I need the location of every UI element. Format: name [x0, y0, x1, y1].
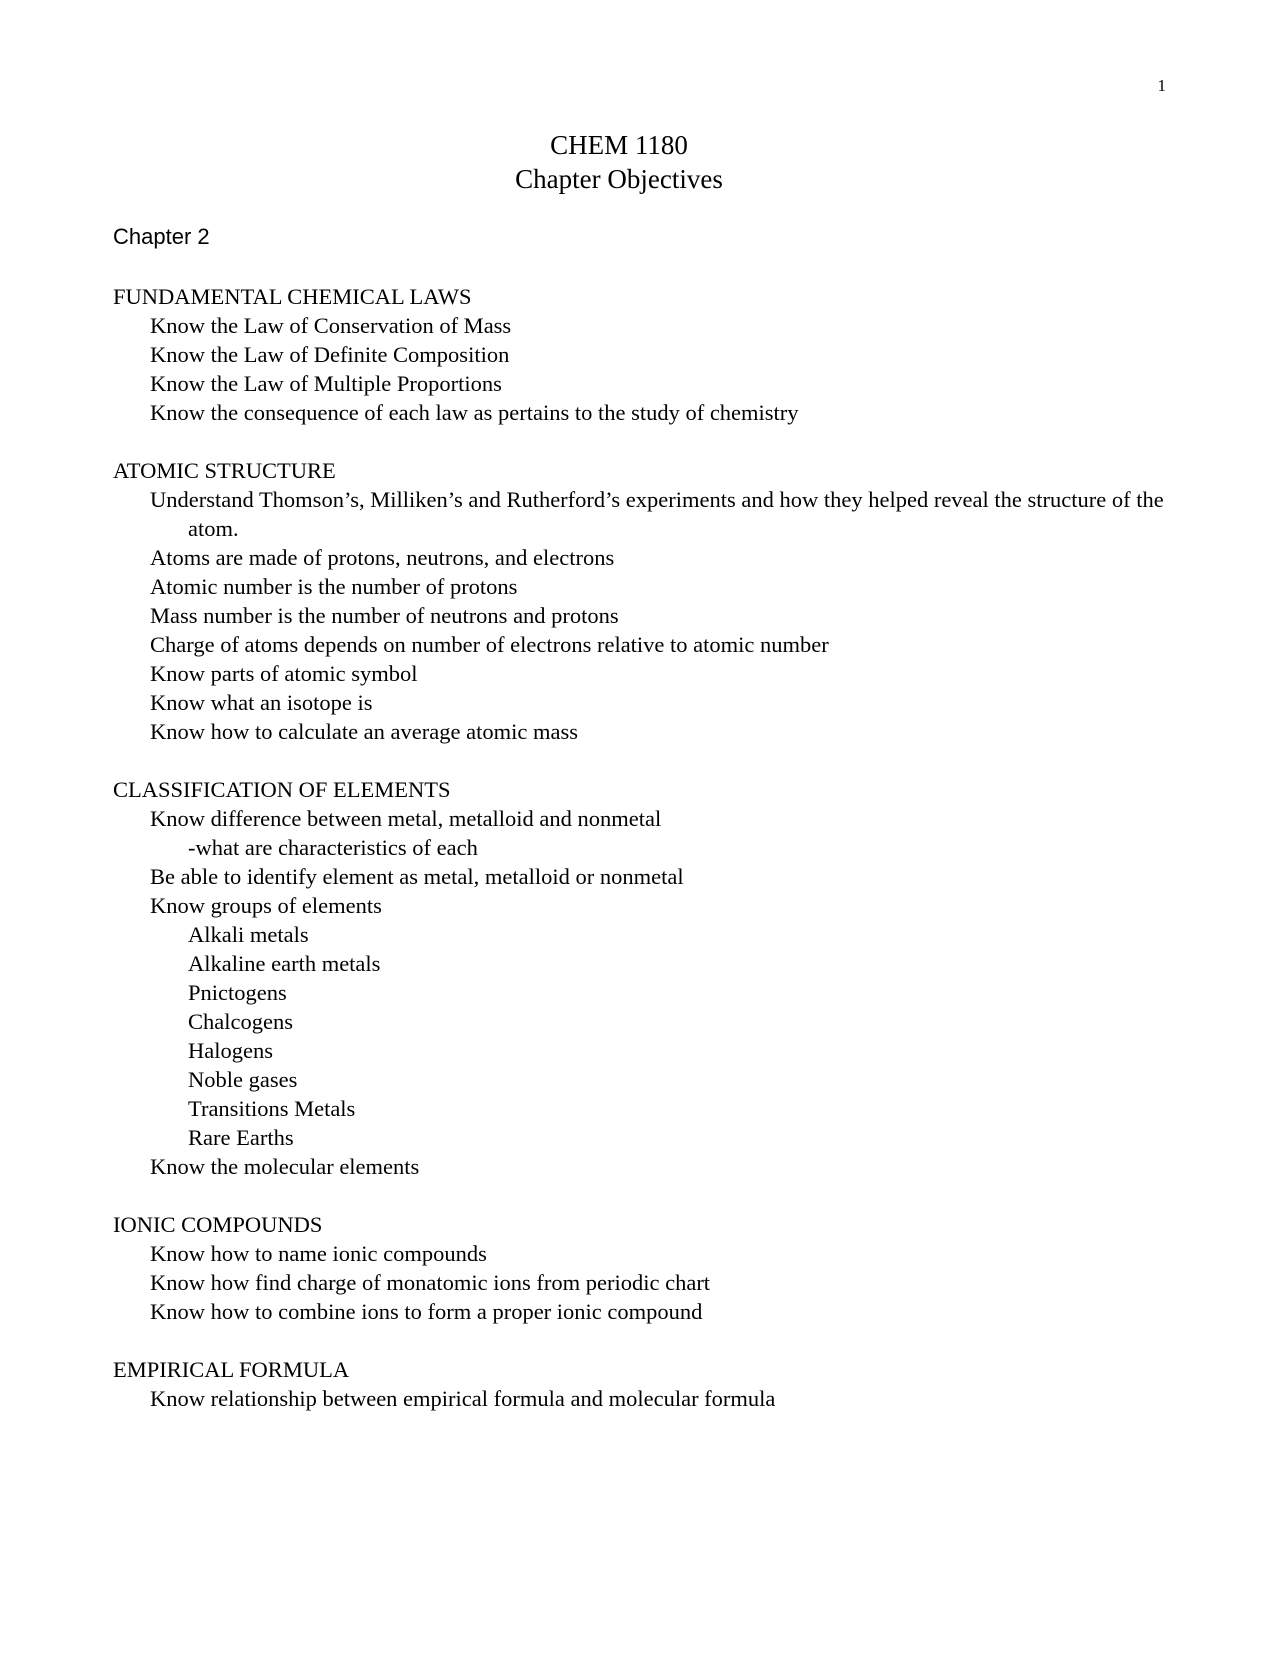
objective-item: Know how find charge of monatomic ions from periodic chart — [150, 1270, 711, 1295]
element-group-item: Halogens — [188, 1038, 273, 1063]
section-classification-of-elements — [113, 775, 1173, 1181]
objective-item: Know the consequence of each law as pertains to the study of chemistry — [150, 400, 799, 425]
objective-item: Know parts of atomic symbol — [150, 661, 418, 686]
objective-item: Be able to identify element as metal, metalloid or nonmetal — [150, 864, 684, 889]
objective-item: Know difference between metal, metalloid and nonmetal — [150, 806, 662, 831]
objective-item: Charge of atoms depends on number of electrons relative to atomic number — [150, 632, 829, 657]
element-group-item: Rare Earths — [188, 1125, 294, 1150]
objective-item: Understand Thomson’s, Milliken’s and Rutherford’s experiments and how they helped reveal the structure of the atom. — [150, 487, 1164, 541]
page-number: 1 — [1157, 76, 1166, 95]
element-group-item: Chalcogens — [188, 1009, 293, 1034]
objective-item: Know how to name ionic compounds — [150, 1241, 487, 1266]
objective-item: Know the Law of Definite Composition — [150, 342, 510, 367]
element-group-item: Pnictogens — [188, 980, 287, 1005]
section-atomic-structure — [113, 456, 1173, 746]
title-block — [0, 128, 1238, 196]
objective-item: Know groups of elements — [150, 893, 382, 918]
section-heading: ATOMIC STRUCTURE — [113, 458, 336, 483]
course-title: CHEM 1180 — [550, 130, 688, 160]
element-group-item: Alkaline earth metals — [188, 951, 381, 976]
objective-item: Mass number is the number of neutrons and protons — [150, 603, 619, 628]
document-subtitle: Chapter Objectives — [515, 164, 723, 194]
objective-item: Atomic number is the number of protons — [150, 574, 518, 599]
objectives-content — [113, 282, 1173, 1442]
element-group-item: Transitions Metals — [188, 1096, 356, 1121]
element-group-item: Alkali metals — [188, 922, 309, 947]
chapter-label: Chapter 2 — [113, 224, 210, 249]
objective-subitem: -what are characteristics of each — [188, 835, 478, 860]
section-heading: EMPIRICAL FORMULA — [113, 1357, 350, 1382]
objective-item: Know the Law of Conservation of Mass — [150, 313, 512, 338]
section-heading: IONIC COMPOUNDS — [113, 1212, 323, 1237]
objective-item: Know the molecular elements — [150, 1154, 420, 1179]
section-ionic-compounds — [113, 1210, 1173, 1326]
section-heading: FUNDAMENTAL CHEMICAL LAWS — [113, 284, 472, 309]
objective-item: Know what an isotope is — [150, 690, 373, 715]
objective-item: Know the Law of Multiple Proportions — [150, 371, 502, 396]
section-empirical-formula — [113, 1355, 1173, 1413]
objective-item: Know how to combine ions to form a proper ionic compound — [150, 1299, 703, 1324]
objective-item: Know how to calculate an average atomic mass — [150, 719, 578, 744]
section-fundamental-chemical-laws — [113, 282, 1173, 427]
section-heading: CLASSIFICATION OF ELEMENTS — [113, 777, 451, 802]
element-group-item: Noble gases — [188, 1067, 298, 1092]
objective-item: Atoms are made of protons, neutrons, and electrons — [150, 545, 615, 570]
objective-item: Know relationship between empirical formula and molecular formula — [150, 1386, 776, 1411]
